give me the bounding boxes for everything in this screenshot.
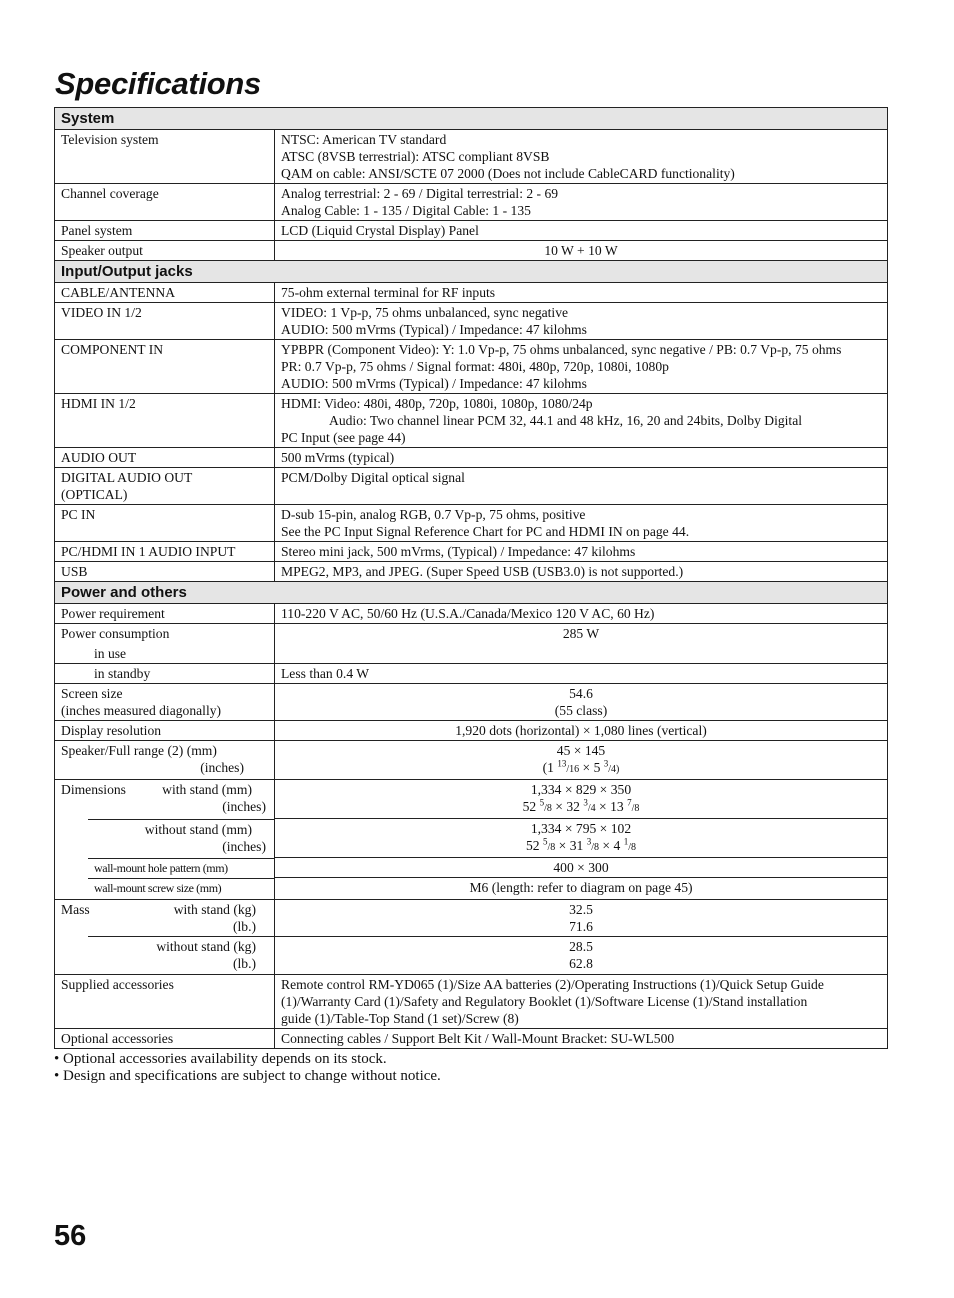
- spec-label: Display resolution: [55, 721, 275, 741]
- spec-label: Panel system: [55, 221, 275, 241]
- spec-value: Connecting cables / Support Belt Kit / Wall-Mount Bracket: SU-WL500: [275, 1029, 888, 1049]
- spec-line: NTSC: American TV standard: [281, 132, 447, 147]
- spec-line: ATSC (8VSB terrestrial): ATSC compliant 8VSB: [281, 149, 550, 164]
- section-system: [55, 108, 888, 130]
- spec-value: [275, 780, 888, 819]
- spec-label: Television system: [55, 130, 275, 184]
- footnotes: [54, 1051, 441, 1085]
- page-title: Specifications: [55, 66, 261, 101]
- spec-value: 500 mVrms (typical): [275, 448, 888, 468]
- table-row: [55, 241, 888, 261]
- spec-line: 52 $^5$/8 × 32 $^3$/4 × 13 $^7$/8: [522, 797, 640, 814]
- table-row: [55, 394, 888, 448]
- spec-label: PC/HDMI IN 1 AUDIO INPUT: [55, 542, 275, 562]
- spec-line: (55 class): [554, 703, 608, 718]
- table-row: [55, 664, 888, 684]
- table-row: [55, 130, 888, 184]
- spec-line: (OPTICAL): [61, 487, 128, 502]
- spec-line: (lb.): [232, 956, 256, 971]
- table-row: [55, 221, 888, 241]
- spec-line: wall-mount screw size (mm): [88, 878, 274, 899]
- spec-line: Speaker/Full range (2) (mm): [61, 743, 217, 758]
- spec-line: D-sub 15-pin, analog RGB, 0.7 Vp-p, 75 ohms, positive: [281, 507, 586, 522]
- spec-label: Optional accessories: [55, 1029, 275, 1049]
- table-row: [55, 340, 888, 394]
- spec-value: [275, 184, 888, 221]
- table-row: [55, 819, 888, 858]
- spec-line: VIDEO: 1 Vp-p, 75 ohms unbalanced, sync negative: [281, 305, 569, 320]
- table-row: [55, 684, 888, 721]
- spec-value: [275, 741, 888, 780]
- spec-label: USB: [55, 562, 275, 582]
- spec-value: [275, 819, 888, 858]
- spec-label: COMPONENT IN: [55, 340, 275, 394]
- spec-line: without stand (mm): [144, 821, 252, 837]
- spec-value: [275, 684, 888, 721]
- spec-value: [275, 936, 888, 975]
- table-row: [55, 468, 888, 505]
- footnote: • Optional accessories availability depends on its stock.: [54, 1051, 387, 1067]
- spec-line: 1,334 × 829 × 350: [530, 782, 632, 797]
- spec-line: Audio: Two channel linear PCM 32, 44.1 and 48 kHz, 16, 20 and 24bits, Dolby Digital: [329, 413, 803, 428]
- spec-value: [275, 899, 888, 936]
- spec-label: [55, 741, 275, 780]
- spec-line: 52 $^5$/8 × 31 $^3$/8 × 4 $^1$/8: [526, 836, 636, 853]
- table-row: [55, 604, 888, 624]
- mass-label: Mass: [61, 901, 90, 917]
- spec-value: [275, 340, 888, 394]
- spec-label: [55, 936, 275, 975]
- table-row: [55, 878, 888, 900]
- page-number: 56: [54, 1220, 87, 1252]
- spec-value: LCD (Liquid Crystal Display) Panel: [275, 221, 888, 241]
- spec-line: (inches): [200, 760, 244, 775]
- table-row: [55, 303, 888, 340]
- spec-value: 110-220 V AC, 50/60 Hz (U.S.A./Canada/Mexico 120 V AC, 60 Hz): [275, 604, 888, 624]
- spec-line: [61, 781, 268, 798]
- spec-line: guide (1)/Table-Top Stand (1 set)/Screw (8): [281, 1011, 519, 1026]
- table-row: [55, 721, 888, 741]
- spec-line: 1,334 × 795 × 102: [530, 821, 632, 836]
- spec-label: CABLE/ANTENNA: [55, 283, 275, 303]
- spec-value: [275, 505, 888, 542]
- spec-line: Analog Cable: 1 - 135 / Digital Cable: 1 - 135: [281, 203, 531, 218]
- spec-label: [55, 624, 275, 664]
- spec-line: (1)/Warranty Card (1)/Safety and Regulatory Booklet (1)/Software License (1)/Stand installation: [281, 994, 808, 1009]
- table-row: [55, 741, 888, 780]
- spec-value: Stereo mini jack, 500 mVrms, (Typical) / Impedance: 47 kilohms: [275, 542, 888, 562]
- spec-line: 28.5: [569, 938, 593, 954]
- spec-label: Channel coverage: [55, 184, 275, 221]
- table-row: [55, 975, 888, 1029]
- spec-line: 62.8: [569, 955, 593, 971]
- spec-line: DIGITAL AUDIO OUT: [61, 470, 193, 485]
- spec-label: Supplied accessories: [55, 975, 275, 1029]
- spec-value: M6 (length: refer to diagram on page 45): [275, 878, 888, 900]
- spec-line: PR: 0.7 Vp-p, 75 ohms / Signal format: 480i, 480p, 720p, 1080i, 1080p: [281, 359, 669, 374]
- spec-line: 32.5: [569, 901, 593, 917]
- spec-line: AUDIO: 500 mVrms (Typical) / Impedance: 47 kilohms: [281, 376, 587, 391]
- specifications-table: [54, 107, 888, 1049]
- spec-label: VIDEO IN 1/2: [55, 303, 275, 340]
- spec-value: [275, 394, 888, 448]
- section-heading: Power and others: [55, 582, 888, 604]
- spec-value: 10 W + 10 W: [275, 241, 888, 261]
- spec-line: with stand (mm): [162, 782, 252, 797]
- spec-line: QAM on cable: ANSI/SCTE 07 2000 (Does not include CableCARD functionality): [281, 166, 735, 181]
- spec-label: [55, 899, 275, 936]
- spec-line: 54.6: [569, 686, 593, 701]
- spec-label: [55, 858, 275, 878]
- spec-value: 1,920 dots (horizontal) × 1,080 lines (vertical): [275, 721, 888, 741]
- table-row: [55, 899, 888, 936]
- spec-value: 285 W: [275, 624, 888, 664]
- table-row: [55, 562, 888, 582]
- spec-value: 75-ohm external terminal for RF inputs: [275, 283, 888, 303]
- spec-line: 71.6: [569, 918, 593, 934]
- table-row: [55, 624, 888, 664]
- spec-line: AUDIO: 500 mVrms (Typical) / Impedance: 47 kilohms: [281, 322, 587, 337]
- spec-line: in use: [94, 646, 127, 661]
- table-row: [55, 542, 888, 562]
- spec-line: (inches): [222, 838, 266, 854]
- spec-label: [55, 664, 275, 684]
- section-power-others: [55, 582, 888, 604]
- spec-line: PC Input (see page 44): [281, 430, 406, 445]
- table-row: [55, 936, 888, 975]
- spec-line: Power consumption: [61, 626, 170, 641]
- section-heading: System: [55, 108, 888, 130]
- spec-line: (lb.): [232, 918, 256, 934]
- spec-line: YPBPR (Component Video): Y: 1.0 Vp-p, 75 ohms unbalanced, sync negative / PB: 0.7 Vp-p, 75 ohms: [281, 342, 842, 357]
- spec-label: PC IN: [55, 505, 275, 542]
- spec-line: 45 × 145: [556, 743, 606, 758]
- spec-label: [55, 819, 275, 858]
- spec-label: [55, 878, 275, 900]
- table-row: [55, 1029, 888, 1049]
- spec-value: 400 × 300: [275, 858, 888, 878]
- spec-value: [275, 130, 888, 184]
- spec-label: AUDIO OUT: [55, 448, 275, 468]
- table-row: [55, 858, 888, 878]
- spec-value: MPEG2, MP3, and JPEG. (Super Speed USB (USB3.0) is not supported.): [275, 562, 888, 582]
- spec-line: in standby: [94, 666, 151, 681]
- spec-label: HDMI IN 1/2: [55, 394, 275, 448]
- table-row: [55, 283, 888, 303]
- spec-line: Screen size: [61, 686, 123, 701]
- spec-line: Analog terrestrial: 2 - 69 / Digital terrestrial: 2 - 69: [281, 186, 559, 201]
- spec-value: Less than 0.4 W: [275, 664, 888, 684]
- section-input-output: [55, 261, 888, 283]
- table-row: [55, 505, 888, 542]
- spec-label: Speaker output: [55, 241, 275, 261]
- spec-value: PCM/Dolby Digital optical signal: [275, 468, 888, 505]
- spec-value: [275, 975, 888, 1029]
- spec-label: [55, 684, 275, 721]
- table-row: [55, 448, 888, 468]
- spec-line: (1 $^{13}$/16 × 5 $^3$/4): [542, 758, 620, 775]
- table-row: [55, 184, 888, 221]
- section-heading: Input/Output jacks: [55, 261, 888, 283]
- spec-line: Remote control RM-YD065 (1)/Size AA batteries (2)/Operating Instructions (1)/Quick Setup Guide: [281, 977, 824, 992]
- footnote: • Design and specifications are subject to change without notice.: [54, 1068, 441, 1084]
- spec-line: wall-mount hole pattern (mm): [88, 858, 274, 878]
- spec-line: HDMI: Video: 480i, 480p, 720p, 1080i, 1080p, 1080/24p: [281, 396, 593, 411]
- spec-line: [61, 901, 268, 918]
- spec-value: [275, 303, 888, 340]
- spec-line: See the PC Input Signal Reference Chart for PC and HDMI IN on page 44.: [281, 524, 690, 539]
- spec-line: with stand (kg): [173, 901, 256, 917]
- spec-label: Power requirement: [55, 604, 275, 624]
- spec-label: [55, 468, 275, 505]
- spec-label: [55, 780, 275, 819]
- spec-line: (inches measured diagonally): [61, 703, 222, 718]
- dimensions-label: Dimensions: [61, 782, 126, 797]
- spec-line: without stand (kg): [156, 939, 256, 954]
- spec-line: (inches): [222, 799, 266, 814]
- table-row: [55, 780, 888, 819]
